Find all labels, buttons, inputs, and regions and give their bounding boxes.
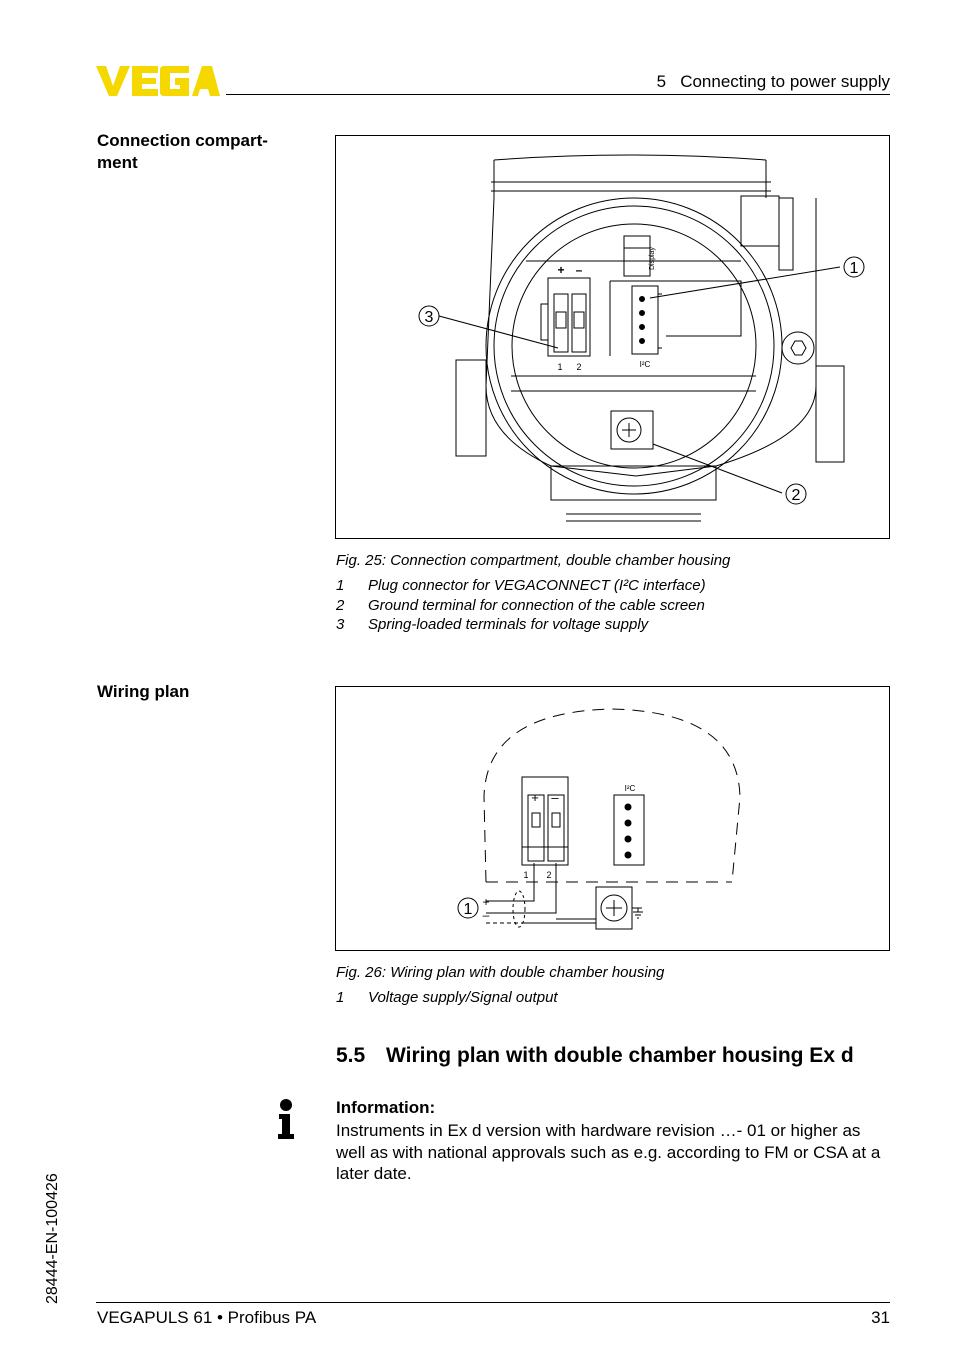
wiring-plan-label: Wiring plan <box>97 682 190 701</box>
callout-3: 3 <box>424 309 434 326</box>
callout-2: 2 <box>791 487 801 504</box>
info-icon <box>276 1098 296 1140</box>
supply-plus: + <box>482 895 490 909</box>
figure-25-caption: Fig. 25: Connection compartment, double chamber housing <box>336 552 731 569</box>
wiring-legend-item-1: 1 Voltage supply/Signal output <box>336 989 558 1006</box>
legend-item-3: 3 Spring-loaded terminals for voltage supply <box>336 616 649 633</box>
wiring-terminal-number-2: 2 <box>546 870 552 880</box>
running-header: 5 Connecting to power supply <box>656 72 890 91</box>
wiring-callout-1: 1 <box>463 901 473 918</box>
callout-1: 1 <box>849 260 859 277</box>
terminal-plus: + <box>557 263 565 277</box>
page-number: 31 <box>871 1308 890 1327</box>
connection-compartment-label: Connection compart- ment <box>97 131 268 172</box>
terminal-minus: – <box>575 263 583 277</box>
terminal-number-2: 2 <box>576 362 582 372</box>
section-heading: 5.5 Wiring plan with double chamber housing Ex d <box>336 1044 854 1067</box>
footer-product: VEGAPULS 61 • Profibus PA <box>97 1308 317 1327</box>
wiring-i2c-label: I²C <box>624 784 636 793</box>
legend-item-1: 1 Plug connector for VEGACONNECT (I²C interface) <box>336 577 706 594</box>
footer-rule <box>96 1302 890 1303</box>
figure-connection-compartment <box>335 135 890 539</box>
wiring-terminal-number-1: 1 <box>523 870 529 880</box>
figure-wiring-plan <box>335 686 890 951</box>
figure-26-caption: Fig. 26: Wiring plan with double chamber housing <box>336 964 665 981</box>
wiring-terminal-plus: + <box>531 790 539 805</box>
display-label: Display <box>649 247 656 270</box>
supply-minus: – <box>482 908 490 922</box>
wiring-terminal-minus: – <box>551 790 559 805</box>
vega-logo <box>96 64 220 98</box>
i2c-label: I²C <box>639 360 651 369</box>
info-body: Instruments in Ex d version with hardware revision …- 01 or higher as well as with national approvals such as e.g. according to FM or CSA at a later date. <box>336 1121 881 1183</box>
header-rule <box>226 94 890 95</box>
terminal-number-1: 1 <box>557 362 563 372</box>
wiring-plan-drawing <box>336 687 889 950</box>
legend-item-2: 2 Ground terminal for connection of the cable screen <box>336 597 705 614</box>
document-id: 28444-EN-100426 <box>44 1173 61 1304</box>
info-title: Information: <box>336 1098 436 1117</box>
connection-compartment-drawing <box>336 136 889 538</box>
